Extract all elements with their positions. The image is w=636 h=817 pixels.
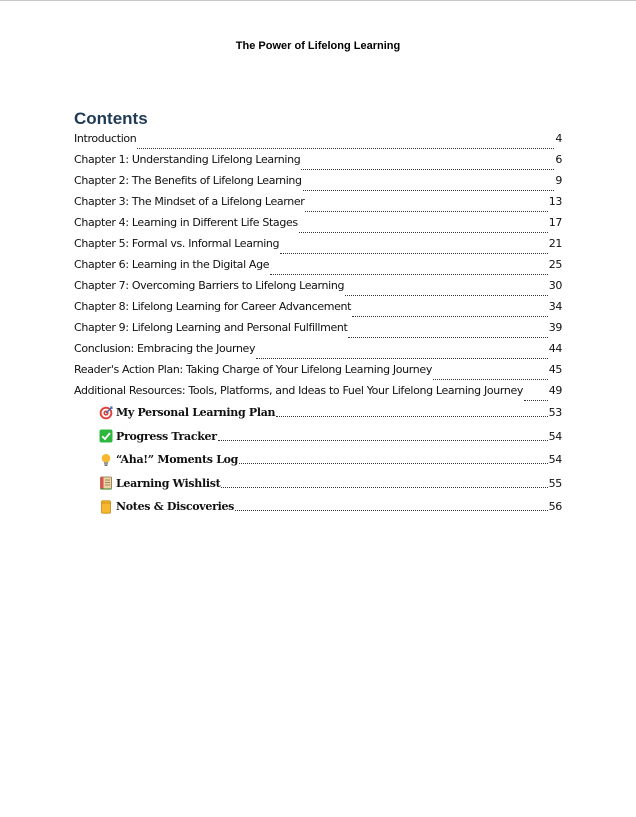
notepad-icon	[99, 500, 113, 514]
target-icon	[99, 406, 113, 420]
toc-entry-page: 39	[548, 321, 562, 334]
toc-entry-page: 25	[548, 258, 562, 271]
dot-leader	[433, 379, 548, 380]
toc-sub-entry-title: Notes & Discoveries	[116, 500, 235, 514]
dot-leader	[303, 190, 555, 191]
toc-entry[interactable]	[74, 153, 562, 174]
running-header: The Power of Lifelong Learning	[235, 40, 401, 52]
toc-entry-page: 4	[555, 132, 562, 145]
toc-entry-title: Chapter 3: The Mindset of a Lifelong Learner	[74, 195, 305, 208]
toc-entry[interactable]	[74, 216, 562, 237]
dot-leader	[221, 487, 547, 488]
toc-entry-page: 30	[548, 279, 562, 292]
toc-sub-entry-page: 56	[548, 500, 562, 514]
toc-entry[interactable]	[74, 363, 562, 384]
toc-sub-entries	[99, 401, 562, 519]
toc-sub-entry-title: My Personal Learning Plan	[116, 406, 276, 420]
dot-leader	[348, 337, 547, 338]
toc-entry-title: Additional Resources: Tools, Platforms, and Ideas to Fuel Your Lifelong Learning Journey	[74, 384, 524, 397]
page-top-border	[0, 0, 636, 1]
toc-entry-page: 13	[548, 195, 562, 208]
toc-sub-entry-page: 54	[548, 429, 562, 443]
toc-sub-entry-title: Learning Wishlist	[116, 476, 221, 490]
toc-sub-entry[interactable]	[99, 448, 562, 472]
dot-leader	[235, 510, 548, 511]
toc-entry[interactable]	[74, 321, 562, 342]
dot-leader	[280, 253, 548, 254]
notebook-icon	[99, 476, 113, 490]
toc-entry-title: Chapter 1: Understanding Lifelong Learning	[74, 153, 301, 166]
toc-entry[interactable]	[74, 237, 562, 258]
dot-leader	[299, 232, 548, 233]
toc-entry-page: 17	[548, 216, 562, 229]
toc-entry[interactable]	[74, 342, 562, 363]
toc-entry-page: 44	[548, 342, 562, 355]
toc-sub-entry-page: 55	[548, 476, 562, 490]
dot-leader	[276, 416, 547, 417]
dot-leader	[345, 295, 548, 296]
toc-entry-title: Chapter 9: Lifelong Learning and Personal Fulfillment	[74, 321, 348, 334]
table-of-contents	[74, 132, 562, 405]
toc-sub-entry-page: 53	[548, 406, 562, 420]
toc-sub-entry[interactable]	[99, 495, 562, 519]
toc-entry-title: Introduction	[74, 132, 137, 145]
dot-leader	[352, 316, 548, 317]
dot-leader	[137, 148, 554, 149]
toc-entry-title: Chapter 7: Overcoming Barriers to Lifelong Learning	[74, 279, 345, 292]
dot-leader	[305, 211, 547, 212]
toc-entry-title: Conclusion: Embracing the Journey	[74, 342, 256, 355]
toc-entry-page: 49	[548, 384, 562, 397]
toc-entry[interactable]	[74, 174, 562, 195]
dot-leader	[239, 463, 548, 464]
toc-entry[interactable]	[74, 279, 562, 300]
toc-sub-entry[interactable]	[99, 401, 562, 425]
dot-leader	[218, 440, 548, 441]
toc-entry-title: Chapter 5: Formal vs. Informal Learning	[74, 237, 280, 250]
toc-sub-entry-title: “Aha!” Moments Log	[116, 453, 239, 467]
toc-entry-page: 9	[555, 174, 562, 187]
dot-leader	[256, 358, 548, 359]
toc-sub-entry-title: Progress Tracker	[116, 429, 217, 443]
toc-sub-entry-page: 54	[548, 453, 562, 467]
dot-leader	[270, 274, 548, 275]
toc-entry-title: Chapter 8: Lifelong Learning for Career Advancement	[74, 300, 352, 313]
toc-entry-title: Chapter 2: The Benefits of Lifelong Learning	[74, 174, 302, 187]
toc-entry-title: Chapter 4: Learning in Different Life Stages	[74, 216, 298, 229]
contents-heading: Contents	[74, 109, 148, 128]
toc-entry-page: 6	[555, 153, 562, 166]
toc-sub-entry[interactable]	[99, 472, 562, 496]
toc-entry[interactable]	[74, 132, 562, 153]
toc-entry[interactable]	[74, 258, 562, 279]
toc-sub-entry[interactable]	[99, 425, 562, 449]
toc-entry-page: 34	[548, 300, 562, 313]
toc-entry-title: Reader's Action Plan: Taking Charge of Your Lifelong Learning Journey	[74, 363, 432, 376]
lightbulb-icon	[99, 453, 113, 467]
dot-leader	[301, 169, 554, 170]
toc-entry[interactable]	[74, 195, 562, 216]
checkmark-icon	[99, 429, 113, 443]
toc-entry-page: 45	[548, 363, 562, 376]
toc-entry-title: Chapter 6: Learning in the Digital Age	[74, 258, 270, 271]
toc-entry-page: 21	[548, 237, 562, 250]
toc-entry[interactable]	[74, 300, 562, 321]
